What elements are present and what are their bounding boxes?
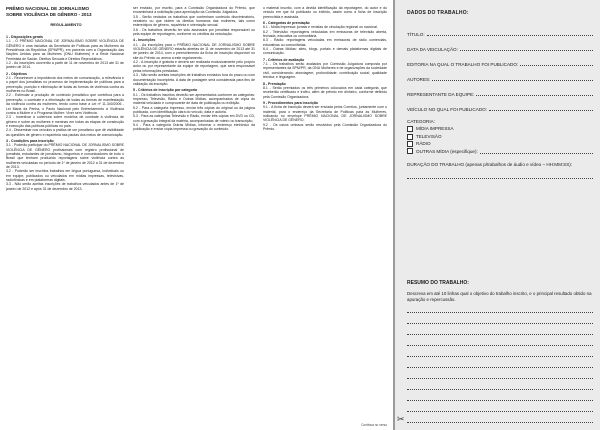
rule-paragraph: 6.3 - Rádio: reportagens veiculadas em emissoras de rádio comerciais, educativas ou comunitárias. (263, 38, 387, 47)
duration-field[interactable] (407, 162, 593, 179)
rules-subtitle: REGULAMENTO (50, 22, 82, 27)
rule-paragraph: 5.3 - Para as categorias Televisão e Rádio, enviar três cópias em DVD ou CD, com a gravação integral da matéria, acompanhadas de roteiro ou transcrição. (133, 114, 255, 123)
rule-paragraph: ser enviado, por escrito, para a Comissão Organizadora do Prêmio, que encaminhará a solicitação para apreciação da Comissão Julgadora. (133, 6, 255, 15)
rule-paragraph: 2.1 - Reconhecer a importância dos meios de comunicação, a relevância e o papel dos jornalistas no processo de implementação de políticas para a prevenção, punição e eliminação de todas as formas de violência contra as mulheres no Brasil. (6, 76, 124, 94)
rule-paragraph: 1.2 - As inscrições ocorrerão a partir de 11 de novembro de 2013 até 31 de janeiro de 2014. (6, 61, 124, 70)
rule-paragraph: 3.3 - Não serão aceitas inscrições de trabalhos veiculados antes de 1º de janeiro de 2012 e após 31 de dezembro de 2013. (6, 182, 124, 191)
checkbox[interactable] (407, 126, 413, 132)
form-field-label: TÍTULO: (407, 32, 425, 37)
summary-line[interactable] (407, 335, 593, 346)
form-field-line[interactable] (427, 30, 593, 36)
category-label: CATEGORIA: (407, 119, 435, 124)
category-option[interactable] (407, 140, 593, 147)
rule-paragraph: 5.1 - Os trabalhos inscritos deverão ser apresentados conforme as categorias: Impresso, Televisão, Rádio e Outras Mídias, acompanhados de cópia do material veiculado e comprovante de data de publicação ou exibição. (133, 92, 255, 106)
summary-line[interactable] (407, 412, 593, 423)
summary-line[interactable] (407, 324, 593, 335)
continue-footer: Continua no verso (361, 423, 387, 427)
category-option[interactable] (407, 125, 593, 132)
rule-section-heading: 5 - Critérios de inscrição por categoria (133, 88, 197, 93)
rule-section-heading: 1 - Disposições gerais (6, 35, 43, 39)
rule-paragraph: 5.4 - Para a categoria Outras Mídias, informar o endereço eletrônico da publicação e enviar cópia impressa ou gravação do conteúdo. (133, 122, 255, 132)
duration-line[interactable] (407, 168, 593, 179)
summary-line[interactable] (407, 357, 593, 368)
summary-section (407, 280, 593, 430)
rules-column-3 (263, 6, 387, 426)
form-field-label: VEÍCULO NO QUAL FOI PUBLICADO: (407, 107, 487, 112)
rule-section-heading: 3 - Condições para inscrição (6, 138, 54, 143)
rule-paragraph: 6.2 - Televisão: reportagens veiculadas em emissoras de televisão aberta, fechada, educativa ou comunitária. (263, 29, 387, 39)
summary-line[interactable] (407, 368, 593, 379)
form-field[interactable] (407, 52, 593, 67)
rule-paragraph: 1.1 - O PRÊMIO NACIONAL DE JORNALISMO SOBRE VIOLÊNCIA DE GÊNERO é uma iniciativa da Secretaria de Políticas para as Mulheres da Presidência da República (SPM/PR), em parceria com a Organização das Nações Unidas para as Mulheres (ONU Mulheres) e a Rede Nacional Feminista de Saúde, Direitos Sexuais e Direitos Reprodutivos. (6, 39, 124, 61)
rules-header (6, 6, 126, 27)
summary-lines[interactable] (407, 302, 593, 430)
rule-paragraph: 3.6 - Os trabalhos deverão ter sido assinados por jornalista responsável ou pela equipe de reportagem, conforme os créditos da veiculação. (133, 27, 255, 37)
category-options (407, 118, 593, 155)
form-field[interactable] (407, 22, 593, 37)
work-data-section (407, 10, 593, 179)
checkbox[interactable] (407, 148, 413, 154)
form-field-label: EDITORIA NA QUAL O TRABALHO FOI PUBLICADO: (407, 62, 519, 67)
other-media-line[interactable] (480, 148, 593, 154)
form-field-line[interactable] (432, 75, 593, 81)
summary-line[interactable] (407, 379, 593, 390)
scissors-icon: ✂ (397, 414, 405, 424)
rule-paragraph: 4.2 - A inscrição é gratuita e deverá ser realizada exclusivamente pelo próprio autor ou por representante da equipe de reportagem, que será responsável pelas informações prestadas. (133, 60, 255, 73)
form-field-line[interactable] (520, 60, 593, 66)
rule-paragraph: 2.2 - Estimular a produção de conteúdo jornalístico que contribua para a prevenção, o combate e a eliminação de todas as formas de manifestação da violência contra as mulheres, tendo como base a Lei nº 11.340/2006 - Lei Maria da Penha, o Pacto Nacional pelo Enfrentamento à Violência contra a Mulher e o Programa Mulher: Viver sem Violência. (6, 93, 124, 115)
summary-title: RESUMO DO TRABALHO: (407, 280, 469, 286)
rule-paragraph: 7.1 - Os trabalhos serão avaliados por Comissão Julgadora composta por representantes da SPM/PR, da ONU Mulheres e de organizações da sociedade civil, considerando: abordagem; profundidade; contribuição social; qualidade técnica; e linguagem. (263, 62, 387, 80)
summary-line[interactable] (407, 346, 593, 357)
rule-paragraph: 3.2 - Poderão ser inscritos trabalhos em língua portuguesa, individuais ou em equipe, publicados ou veiculados em mídias impressas, televisivas, radiofônicas e em plataformas digitais. (6, 169, 124, 182)
rule-paragraph: 3.1 - Poderão participar do PRÊMIO NACIONAL DE JORNALISMO SOBRE VIOLÊNCIA DE GÊNERO profissionais com registro profissional de jornalista, estudantes de jornalismo, blogueiros e comunicadores de todo o Brasil que tenham produzido reportagens sobre violência contra as mulheres veiculadas no período de 1º de janeiro de 2012 a 31 de dezembro de 2013. (6, 143, 124, 169)
rule-paragraph: 5.2 - Para a categoria Impresso, enviar três cópias do original ou da página publicada, com identificação clara do veículo, data e autoria. (133, 105, 255, 114)
checkbox[interactable] (407, 134, 413, 140)
rules-column-1 (6, 33, 124, 428)
rules-title-line1: PRÊMIO NACIONAL DE JORNALISMO (6, 6, 90, 11)
rule-paragraph: 4.3 - Não serão aceitas inscrições de trabalhos enviados fora do prazo ou com documentação incompleta. A data de postagem será considerada para fins de validação da inscrição. (133, 73, 255, 86)
rule-paragraph: 6.4 - Outras Mídias: sites, blogs, portais e demais plataformas digitais de comunicação. (263, 47, 387, 56)
rule-paragraph: o material inscrito, com a devida identificação da reportagem, do autor e do veículo em que foi publicado ou exibido, assim como a ficha de inscrição preenchida e assinada. (263, 6, 387, 19)
work-data-title: DADOS DO TRABALHO: (407, 10, 469, 16)
summary-instructions: Descreva em até 10 linhas qual o objetivo do trabalho inscrito, e o principal resultado obtido na apuração e repercussão. (407, 291, 592, 302)
form-field-line[interactable] (489, 105, 593, 111)
form-field[interactable] (407, 67, 593, 82)
form-fields (407, 22, 593, 112)
category-option-label: MÍDIA IMPRESSA (416, 126, 454, 132)
rule-section-heading: 9 - Procedimentos para inscrição (263, 100, 319, 105)
checkbox[interactable] (407, 141, 413, 147)
rule-paragraph: 2.3 - Incentivar a cobertura sobre modelos de combate à violência de gênero e sobre as mulheres e meninas em todas as etapas de construção e execução das políticas públicas no país. (6, 115, 124, 128)
category-option[interactable] (407, 148, 593, 155)
summary-line[interactable] (407, 302, 593, 313)
rule-paragraph: 9.2 - Os casos omissos serão resolvidos pela Comissão Organizadora do Prêmio. (263, 122, 387, 131)
rules-title-line2: SOBRE VIOLÊNCIA DE GÊNERO - 2013 (6, 12, 92, 17)
category-option[interactable] (407, 133, 593, 140)
category-option-label: OUTRAS MÍDIA (especifique): (416, 148, 478, 154)
rule-section-heading: 4 - Inscrições (133, 38, 156, 43)
form-field-label: AUTORES: (407, 77, 431, 82)
rules-column-2 (133, 6, 255, 426)
form-field-label: REPRESENTANTE DA EQUIPE: (407, 92, 475, 97)
rule-paragraph: 9.1 - A ficha de inscrição deverá ser enviada pelos Correios, juntamente com o material, para o endereço da Secretaria de Políticas para as Mulheres, indicando no envelope PRÊMIO NACIONAL DE JORNALISMO SOBRE VIOLÊNCIA DE GÊNERO. (263, 105, 387, 123)
rule-section-heading: 7 - Critérios de avaliação (263, 57, 305, 62)
summary-line[interactable] (407, 313, 593, 324)
entry-form (395, 0, 600, 430)
rule-section-heading: 6 - Categorias de premiação (263, 21, 310, 26)
form-field-line[interactable] (460, 45, 593, 51)
duration-label: DURAÇÃO DO TRABALHO (apenas p/trabalhos de áudio e vídeo – HH:MM:SS): (407, 162, 573, 168)
category-option-label: TELEVISÃO (416, 133, 442, 139)
rule-paragraph: 3.5 - Serão vedados os trabalhos que contenham conteúdo discriminatório, vexatório ou que violem os direitos humanos das mulheres, tais como estereótipos de gênero, raça/etnia e orientação sexual. (133, 14, 255, 28)
summary-line[interactable] (407, 423, 593, 430)
form-field[interactable] (407, 97, 593, 112)
rule-paragraph: 6.1 - Mídia Impressa: jornais e revistas de circulação regional ou nacional. (263, 25, 378, 30)
form-field-label: DATA DA VEICULAÇÃO: (407, 47, 458, 52)
form-field[interactable] (407, 82, 593, 97)
rule-section-heading: 8 - Premiação (263, 81, 286, 86)
rule-paragraph: 2.4 - Disseminar nos veículos a prática de um jornalismo que dê visibilidade às questões de gênero e raça/etnia nas pautas dos meios de comunicação. (6, 128, 124, 137)
summary-line[interactable] (407, 390, 593, 401)
category-option-label: RÁDIO (416, 141, 431, 147)
summary-line[interactable] (407, 401, 593, 412)
rule-paragraph: 4.1 - As inscrições para o PRÊMIO NACIONAL DE JORNALISMO SOBRE VIOLÊNCIA DE GÊNERO estarão abertas de 11 de novembro de 2013 até 31 de janeiro de 2014, com o preenchimento da ficha de inscrição disponível no site do Prêmio ou anexa a este regulamento. (133, 42, 255, 60)
form-field[interactable] (407, 37, 593, 52)
form-field-line[interactable] (476, 90, 593, 96)
rule-section-heading: 2 - Objetivos (6, 71, 28, 76)
rule-paragraph: 8.1 - Serão premiados os três primeiros colocados em cada categoria, que receberão certificado e troféu, além de prêmio em dinheiro, conforme definido pela Comissão Organizadora. (263, 85, 387, 99)
